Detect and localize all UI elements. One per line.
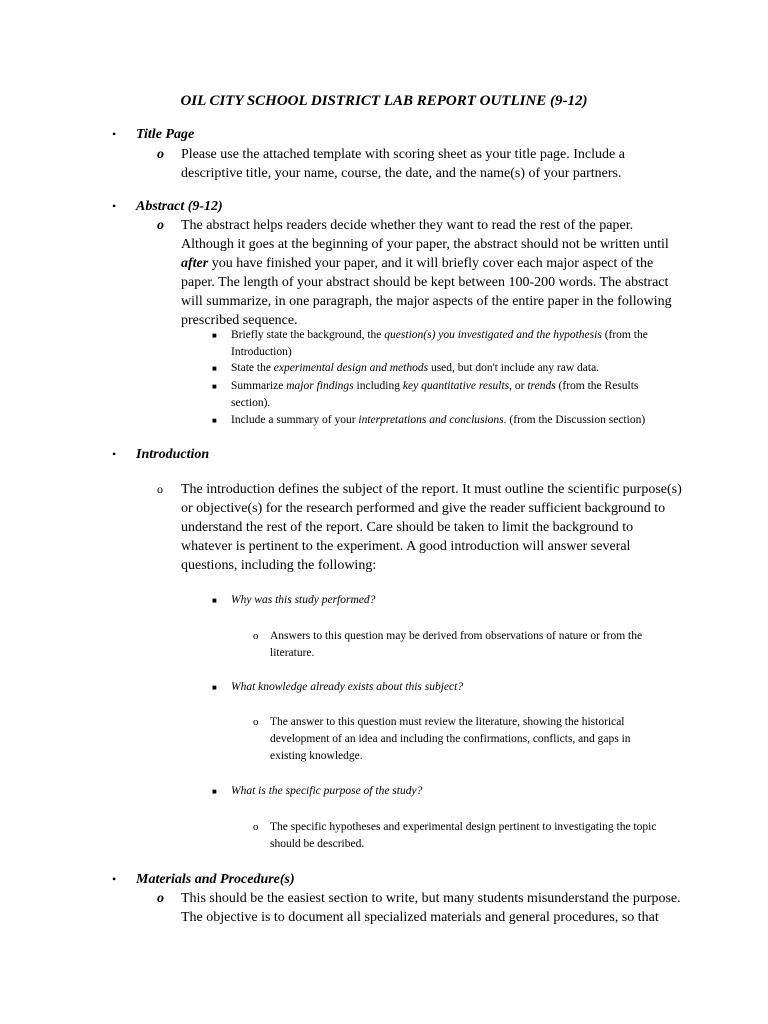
section-heading: Abstract (9-12) bbox=[136, 199, 223, 214]
bullet-icon: • bbox=[112, 872, 117, 886]
section-heading: Introduction bbox=[136, 447, 210, 462]
bullet-icon: • bbox=[112, 199, 117, 213]
square-bullet-icon: ■ bbox=[212, 364, 217, 373]
question-text: Why was this study performed? bbox=[231, 594, 376, 606]
paragraph: This should be the easiest section to write, but many students misunderstand the purpose. The objective is to document all specialized materials and general procedures, so that bbox=[181, 891, 681, 925]
sub-bullet-icon: o bbox=[253, 630, 259, 642]
section-heading: Materials and Procedure(s) bbox=[136, 872, 295, 887]
sub-bullet-icon: o bbox=[157, 218, 164, 233]
question-text: What knowledge already exists about this subject? bbox=[231, 681, 464, 693]
question-text: What is the specific purpose of the study? bbox=[231, 785, 423, 797]
paragraph: The introduction defines the subject of the report. It must outline the scientific purpose(s) or objective(s) for the research performed and give the reader sufficient background to understand the rest of the report. Care should be taken to limit the background to whatever is pertinent to the experiment. A good introduction will answer several questions, including the following: bbox=[181, 482, 682, 573]
square-bullet-icon: ■ bbox=[212, 382, 217, 391]
paragraph: The abstract helps readers decide whether they want to read the rest of the paper. Although it goes at the beginning of your paper, the abstract should not be written until after you have finished your paper, and it will briefly cover each major aspect of the paper. The length of your abstract should be kept between 100-200 words. The abstract will summarize, in one paragraph, the major aspects of the entire paper in the following prescribed sequence. bbox=[181, 218, 672, 328]
sub-bullet-icon: o bbox=[253, 821, 259, 833]
section-heading: Title Page bbox=[136, 127, 195, 142]
sub-bullet-icon: o bbox=[253, 716, 259, 728]
square-bullet-icon: ■ bbox=[212, 787, 217, 796]
sub-bullet-icon: o bbox=[157, 147, 164, 162]
square-bullet-icon: ■ bbox=[212, 596, 217, 605]
document-page: OIL CITY SCHOOL DISTRICT LAB REPORT OUTLINE (9-12) • Title Page o Please use the attached template with scoring sheet as your title page. Include a descriptive title, your name, course, the date, and the name(s) of your partners. • Abstract (9-12) o The abstract helps readers decide whether they want to read the rest of the paper. Although it goes at the beginning of your paper, the abstract should not be written until after you have finished your paper, and it will briefly cover each major aspect of the paper. The length of your abstract should be kept between 100-200 words. The abstract will summarize, in one paragraph, the major aspects of the entire paper in the following prescribed sequence. ■ Briefly state the background, the question(s) you investigated and the hypothesis (from the Introduction) ■ State the experimental design and methods used, but don't include any raw data. ■ Summarize major findings including key quantitative results, or trends (from the Results section). ■ Include a summary of your interpretations and conclusions. (from the Discussion section) • Introduction o The introduction defines the subject of the report. It must outline the scientific purpose(s) or objective(s) for the research performed and give the reader sufficient background to understand the rest of the report. Care should be taken to limit the background to whatever is pertinent to the experiment. A good introduction will answer several questions, including the following: ■ Why was this study performed? o Answers to this question may be derived from observations of nature or from the literature. ■ What knowledge already exists about this subject? o The answer to this question must review the literature, showing the historical development of an idea and including the confirmations, conflicts, and gaps in existing knowledge. ■ What is the specific purpose of the study? o The specific hypotheses and experimental design pertinent to investigating the topic should be described. • Materials and Procedure(s) o This should be the easiest section to write, but many students misunderstand the purpose. The objective is to document all specialized materials and general procedures, so that bbox=[0, 0, 768, 1024]
square-bullet-icon: ■ bbox=[212, 683, 217, 692]
square-bullet-icon: ■ bbox=[212, 331, 217, 340]
bullet-icon: • bbox=[112, 447, 117, 461]
emphasis-text: after bbox=[181, 256, 209, 271]
square-bullet-icon: ■ bbox=[212, 416, 217, 425]
page-title: OIL CITY SCHOOL DISTRICT LAB REPORT OUTLINE (9-12) bbox=[180, 93, 588, 109]
paragraph: Please use the attached template with scoring sheet as your title page. Include a descriptive title, your name, course, the date, and the name(s) of your partners. bbox=[181, 147, 625, 181]
sub-bullet-icon: o bbox=[157, 891, 164, 906]
sub-bullet-icon: o bbox=[157, 482, 163, 496]
bullet-icon: • bbox=[112, 127, 117, 141]
